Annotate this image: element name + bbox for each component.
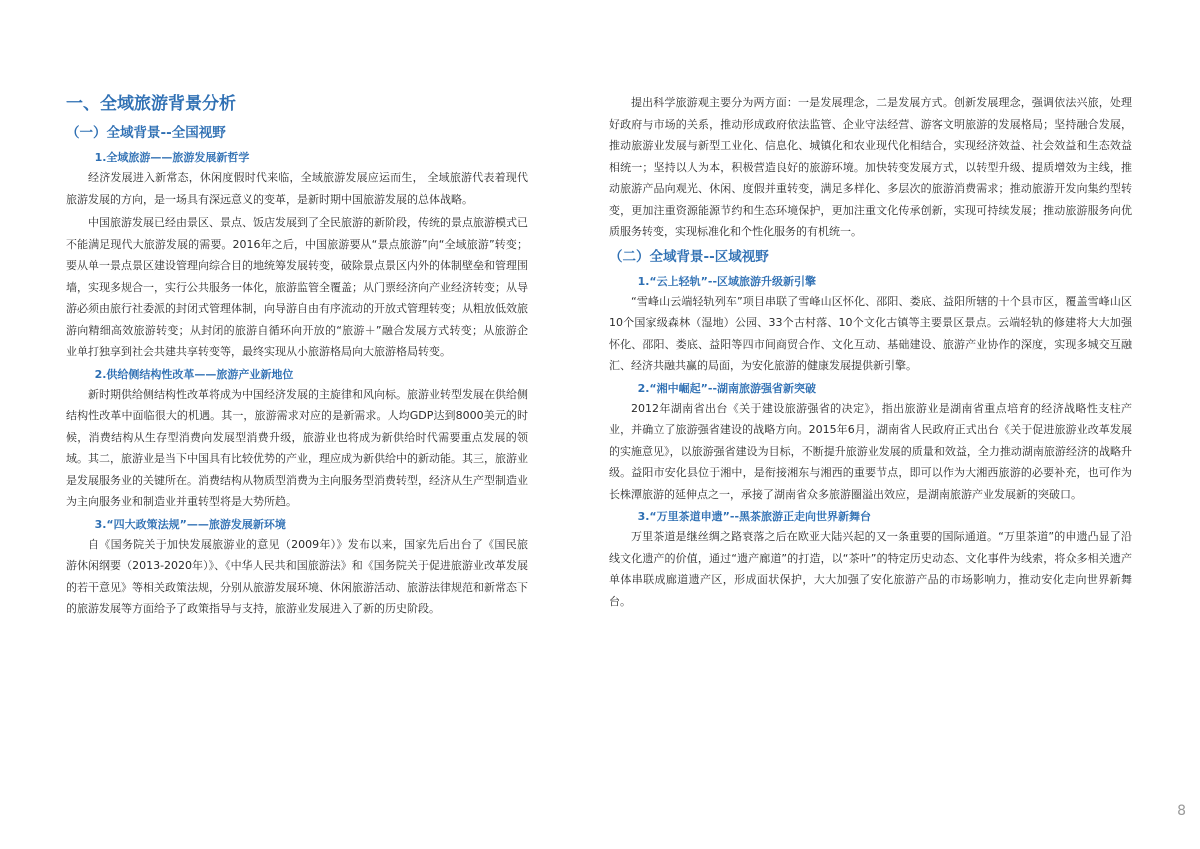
- paragraph: 自《国务院关于加快发展旅游业的意见（2009年）》发布以来，国家先后出台了《国民旅游休闲纲要（2013-2020年）》、《中华人民共和国旅游法》和《国务院关于促进旅游业改革发展的若干意见》等相关政策法规，分别从旅游发展环境、休闲旅游活动、旅游法律规范和新常态下的旅游发展等方面给予了政策指导与支持，旅游业发展进入了新的历史阶段。: [66, 537, 528, 615]
- left-column: [66, 92, 528, 622]
- paragraph: 2012年湖南省出台《关于建设旅游强省的决定》，指出旅游业是湖南省重点培育的经济战略性支柱产业，并确立了旅游强省建设的战略方向。2015年6月，湖南省人民政府正式出台《关于促进旅游业改革发展的实施意见》，以旅游强省建设为目标，不断提升旅游业发展的质量和效益，全力推动湖南旅游经济的战略升级。益阳市安化县位于湘中，是衔接湘东与湘西的重要节点，即可以作为大湘西旅游的必要补充，也可作为长株潭旅游的延伸点之一，承接了湖南省众多旅游圈溢出效应，是湖南旅游产业发展新的突破口。: [609, 401, 1132, 501]
- section-heading-regional: （二）全域背景--区域视野: [609, 248, 769, 265]
- subheading-supply-side-reform: 2.供给侧结构性改革——旅游产业新地位: [94, 367, 294, 381]
- paragraph: 经济发展进入新常态，休闲度假时代来临，全域旅游发展应运而生， 全域旅游代表着现代旅游发展的方向，是一场具有深远意义的变革，是新时期中国旅游发展的总体战略。: [66, 171, 528, 206]
- subheading-holistic-tourism: 1.全域旅游——旅游发展新哲学: [94, 151, 250, 164]
- section-heading-national: （一）全域背景--全国视野: [66, 125, 226, 141]
- page-number: 8: [1177, 803, 1186, 819]
- paragraph: 新时期供给侧结构性改革将成为中国经济发展的主旋律和风向标。旅游业转型发展在供给侧结构性改革中面临很大的机遇。其一，旅游需求对应的是新需求。人均GDP达到8000美元的时候，消费结构从生存型消费向发展型消费升级，旅游业也将成为新供给时代需要重点发展的领域。其二，旅游业是当下中国具有比较优势的产业，理应成为新供给中的新动能。其三，旅游业是发展服务业的关键所在。消费结构从物质型消费为主向服务型消费转型，经济从生产型制造业为主向服务业和制造业并重转型将是大势所趋。: [66, 387, 528, 508]
- paragraph: “雪峰山云端轻轨列车”项目串联了雪峰山区怀化、邵阳、娄底、益阳所辖的十个县市区，覆盖雪峰山区10个国家级森林（湿地）公园、33个古村落、10个文化古镇等主要景区景点。云端轻轨的修建将大大加强怀化、邵阳、娄底、益阳等四市间商贸合作、文化互动、基础建设、旅游产业协作的深度，实现多城交互融汇、经济共融共赢的局面，为安化旅游的健康发展提供新引擎。: [609, 294, 1132, 372]
- paragraph: 万里茶道是继丝绸之路衰落之后在欧亚大陆兴起的又一条重要的国际通道。“万里茶道”的申遗凸显了沿线文化遗产的价值，通过“遗产廊道”的打造，以“茶叶”的特定历史动态、文化事件为线索，将众多相关遗产单体串联成廊道遗产区，形成面状保护，大大加强了安化旅游产品的市场影响力，推动安化走向世界新舞台。: [609, 530, 1132, 608]
- chapter-title: 一、全域旅游背景分析: [66, 94, 236, 114]
- paragraph: 提出科学旅游观主要分为两方面：一是发展理念，二是发展方式。创新发展理念，强调依法兴旅，处理好政府与市场的关系，推动形成政府依法监管、企业守法经营、游客文明旅游的发展格局；坚持融合发展，推动旅游业发展与新型工业化、信息化、城镇化和农业现代化相结合，实现经济效益、社会效益和生态效益相统一；坚持以人为本，积极营造良好的旅游环境。加快转变发展方式，以转型升级、提质增效为主线，推动旅游产品向观光、休闲、度假并重转变，满足多样化、多层次的旅游消费需求；推动旅游开发向集约型转变，更加注重资源能源节约和生态环境保护，更加注重文化传承创新，实现可持续发展；推动旅游服务向优质服务转变，实现标准化和个性化服务的有机统一。: [609, 96, 1132, 238]
- subheading-central-hunan: 2.“湘中崛起”--湖南旅游强省新突破: [637, 381, 817, 395]
- right-column: [609, 92, 1132, 614]
- paragraph: 中国旅游发展已经由景区、景点、饭店发展到了全民旅游的新阶段，传统的景点旅游模式已不能满足现代大旅游发展的需要。2016年之后，中国旅游要从“景点旅游”向“全域旅游”转变；要从单一景点景区建设管理向综合目的地统筹发展转变，破除景点景区内外的体制壁垒和管理围墙，实现多规合一，实行公共服务一体化，旅游监管全覆盖；从门票经济向产业经济转变；从导游必须由旅行社委派的封闭式管理体制，向导游自由有序流动的开放式管理转变；从粗放低效旅游向精细高效旅游转变；从封闭的旅游自循环向开放的“旅游＋”融合发展方式转变；从旅游企业单打独享到社会共建共享转变等，最终实现从小旅游格局向大旅游格局转变。: [66, 216, 528, 358]
- subheading-tea-road: 3.“万里茶道申遗”--黑茶旅游正走向世界新舞台: [637, 510, 872, 523]
- subheading-policy: 3.“四大政策法规”——旅游发展新环境: [94, 517, 286, 531]
- subheading-cloud-rail: 1.“云上轻轨”--区域旅游升级新引擎: [637, 274, 817, 288]
